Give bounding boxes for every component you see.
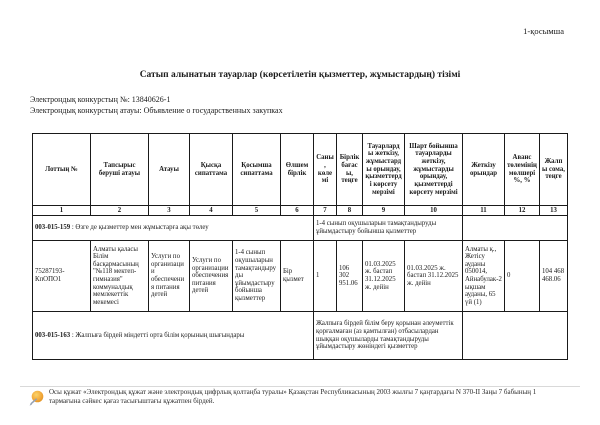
col-number: 9 [363, 206, 405, 216]
cell-unit-price: 106 302 951.06 [337, 241, 363, 312]
col-number: 5 [233, 206, 281, 216]
lot-159-description: 1-4 сынып оқушыларын тамақтандыруды ұйымдастыру бойынша қызметтер [314, 216, 463, 241]
cell-extra-desc: 1-4 сынып оқушыларын тамақтандыруды ұйымдастыру бойынша қызметтер [233, 241, 281, 312]
page-title: Сатып алынатын тауарлар (көрсетілетін қызметтер, жұмыстардың) тізімі [139, 70, 461, 80]
col-header-delivery-place: Жеткізу орындар [463, 134, 505, 206]
tender-name: Электрондық конкурстың атауы: Объявление о государственных закупках [30, 106, 283, 115]
footer-divider [20, 386, 580, 387]
col-number: 10 [405, 206, 463, 216]
lot-163-id: 003-015-163 [35, 331, 71, 339]
col-header-contract-term: Шарт бойынша тауарларды жеткізу, жұмыстарды орындау, қызметтерді көрсету мерзімі [405, 134, 463, 206]
cell-customer: Алматы қаласы Білім басқармасының "№118 мектеп-гимназия" коммуналдық мемлекеттік мекемесі [91, 241, 149, 312]
footer [28, 388, 578, 412]
col-number: 7 [314, 206, 337, 216]
cell-total: 104 468 468.06 [540, 241, 568, 312]
lot-163-header-row [33, 312, 568, 360]
lot-163-description: Жалпыға бірдей білім беру қорынан әлеуметтік қорғалмаған (аз қамтылған) отбасылардан шыққан оқушыларды тамақтандыруды ұйымдастыру жөніндегі қызметтер [314, 312, 463, 360]
lot-159-id: 003-015-159 [35, 224, 71, 232]
col-header-unit: Өлшем бірлік [281, 134, 314, 206]
annex-label: 1-қосымша [523, 26, 564, 36]
col-header-unit-price: Бірлік бағасы, теңге [337, 134, 363, 206]
cell-advance: 0 [505, 241, 540, 312]
tender-number: Электрондық конкурстың №: 13840626-1 [30, 95, 171, 104]
col-number: 3 [149, 206, 190, 216]
cell-delivery-place: Алматы қ., Жетісу ауданы 050014, Айнабулак-2 ықшам ауданы, 65 үй (1) [463, 241, 505, 312]
col-number: 4 [190, 206, 233, 216]
lot-159-title-text: : Өзге де қызметтер мен жұмыстарға ақы төлеу [70, 224, 209, 232]
lot-159-header-row [33, 216, 568, 241]
col-header-extra-desc: Қосымша сипаттама [233, 134, 281, 206]
cell-contract-term: 01.03.2025 ж. бастап 31.12.2025 ж. дейін [405, 241, 463, 312]
col-header-quantity: Саны, көлемі [314, 134, 337, 206]
lot-163-empty-cell [463, 312, 568, 360]
col-header-advance: Аванс төлемінің мөлшері %, % [505, 134, 540, 206]
cell-quantity: 1 [314, 241, 337, 312]
col-number: 13 [540, 206, 568, 216]
col-header-lot-no: Лоттың № [33, 134, 91, 206]
col-number: 1 [33, 206, 91, 216]
col-number: 6 [281, 206, 314, 216]
column-numbers-row [33, 206, 568, 216]
cell-delivery-term: 01.03.2025 ж. бастап 31.12.2025 ж. дейін [363, 241, 405, 312]
cell-short-desc: Услуги по организации обеспечения питания детей [190, 241, 233, 312]
col-header-customer: Тапсырыс беруші атауы [91, 134, 149, 206]
lot-159-title [33, 216, 314, 241]
col-header-short-desc: Қысқа сипаттама [190, 134, 233, 206]
col-number: 11 [463, 206, 505, 216]
lot-163-title-text: : Жалпыға бірдей міндетті орта білім қорының шығындары [70, 331, 245, 339]
lot-159-data-row [33, 241, 568, 312]
digital-signature-icon [28, 390, 45, 412]
lot-159-empty-cell [463, 216, 568, 241]
col-number: 12 [505, 206, 540, 216]
col-header-name: Атауы [149, 134, 190, 206]
cell-lot-no: 75287193-КпОПО1 [33, 241, 91, 312]
col-number: 8 [337, 206, 363, 216]
table-header-row [33, 134, 568, 206]
lot-163-title [33, 312, 314, 360]
footer-legal-text: Осы құжат «Электрондық құжат және электрондық цифрлық қолтаңба туралы» Қазақстан Республикасының 2003 жылғы 7 қаңтардағы N 370-II Заңы 7 бабының 1 тармағына сәйкес қағаз тасығыштағы құжатпен бірдей. [49, 388, 537, 406]
col-header-delivery-term: Тауарларды жеткізу, жұмыстарды орындау, қызметтерді көрсету мерзімі [363, 134, 405, 206]
cell-unit: Бір қызмет [281, 241, 314, 312]
procurement-table [32, 133, 568, 360]
col-header-total: Жалпы сома, теңге [540, 134, 568, 206]
cell-name: Услуги по организации обеспечения питания детей [149, 241, 190, 312]
col-number: 2 [91, 206, 149, 216]
